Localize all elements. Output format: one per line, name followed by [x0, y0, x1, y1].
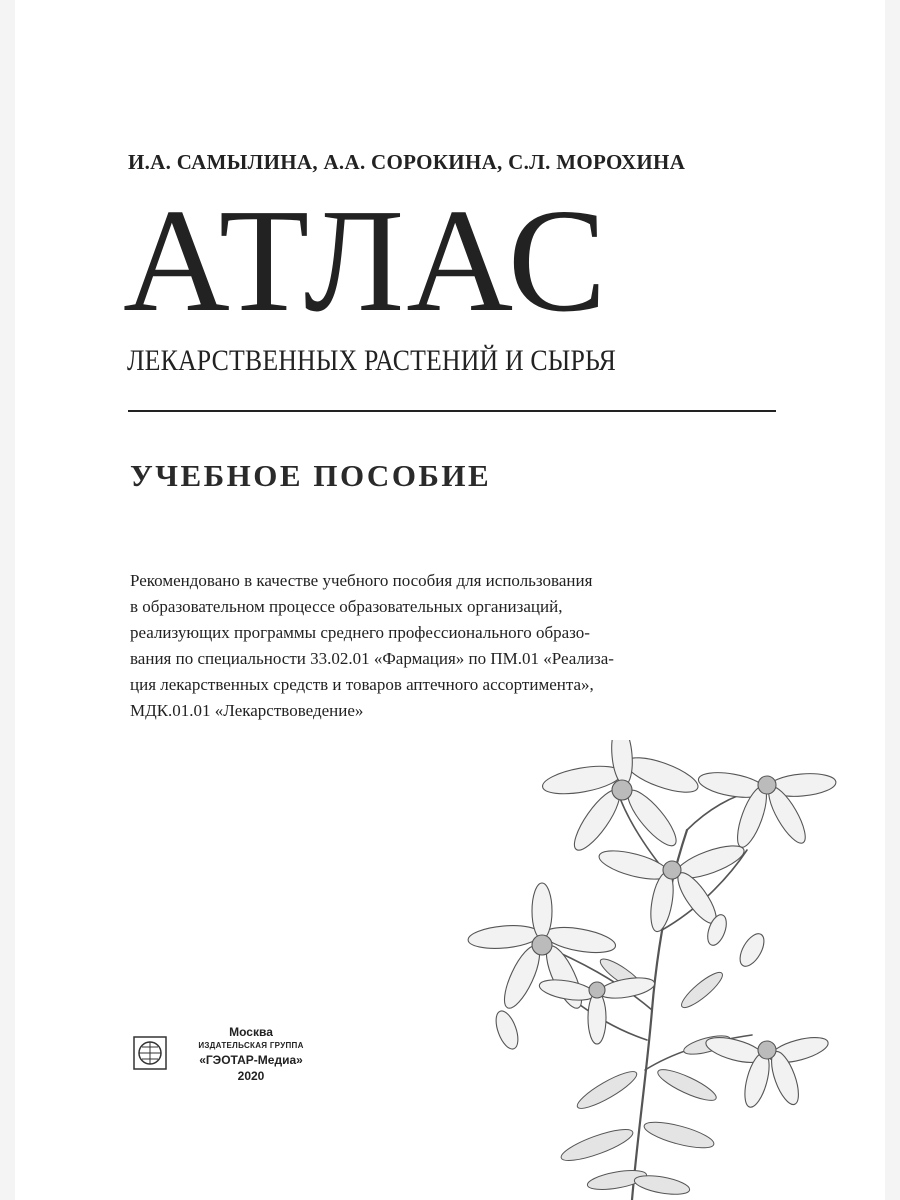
recommendation-line: МДК.01.01 «Лекарствоведение»: [130, 701, 364, 720]
recommendation-line: Рекомендовано в качестве учебного пособия для использования: [130, 571, 593, 590]
geotar-media-logo-icon: [133, 1036, 167, 1070]
recommendation-line: в образовательном процессе образовательных организаций,: [130, 597, 563, 616]
authors: И.А. САМЫЛИНА, А.А. СОРОКИНА, С.Л. МОРОХИНА: [128, 150, 686, 174]
recommendation-text: [130, 568, 740, 724]
publisher-name: «ГЭОТАР-Медиа»: [199, 1053, 303, 1067]
recommendation-line: ция лекарственных средств и товаров аптечного ассортимента»,: [130, 675, 594, 694]
book-title: АТЛАС: [123, 179, 609, 343]
divider: [128, 410, 776, 412]
title-page: [15, 0, 885, 1200]
publisher-text: [171, 1024, 331, 1084]
book-type: УЧЕБНОЕ ПОСОБИЕ: [130, 458, 492, 493]
publication-year: 2020: [237, 1069, 265, 1083]
plant-illustration-icon: [447, 740, 847, 1200]
publisher-city: Москва: [229, 1025, 273, 1039]
publisher-group: ИЗДАТЕЛЬСКАЯ ГРУППА: [198, 1041, 304, 1050]
recommendation-line: реализующих программы среднего профессионального образо-: [130, 623, 590, 642]
publisher-block: [133, 1024, 333, 1094]
recommendation-line: вания по специальности 33.02.01 «Фармация» по ПМ.01 «Реализа-: [130, 649, 614, 668]
book-subtitle: ЛЕКАРСТВЕННЫХ РАСТЕНИЙ И СЫРЬЯ: [127, 344, 616, 377]
